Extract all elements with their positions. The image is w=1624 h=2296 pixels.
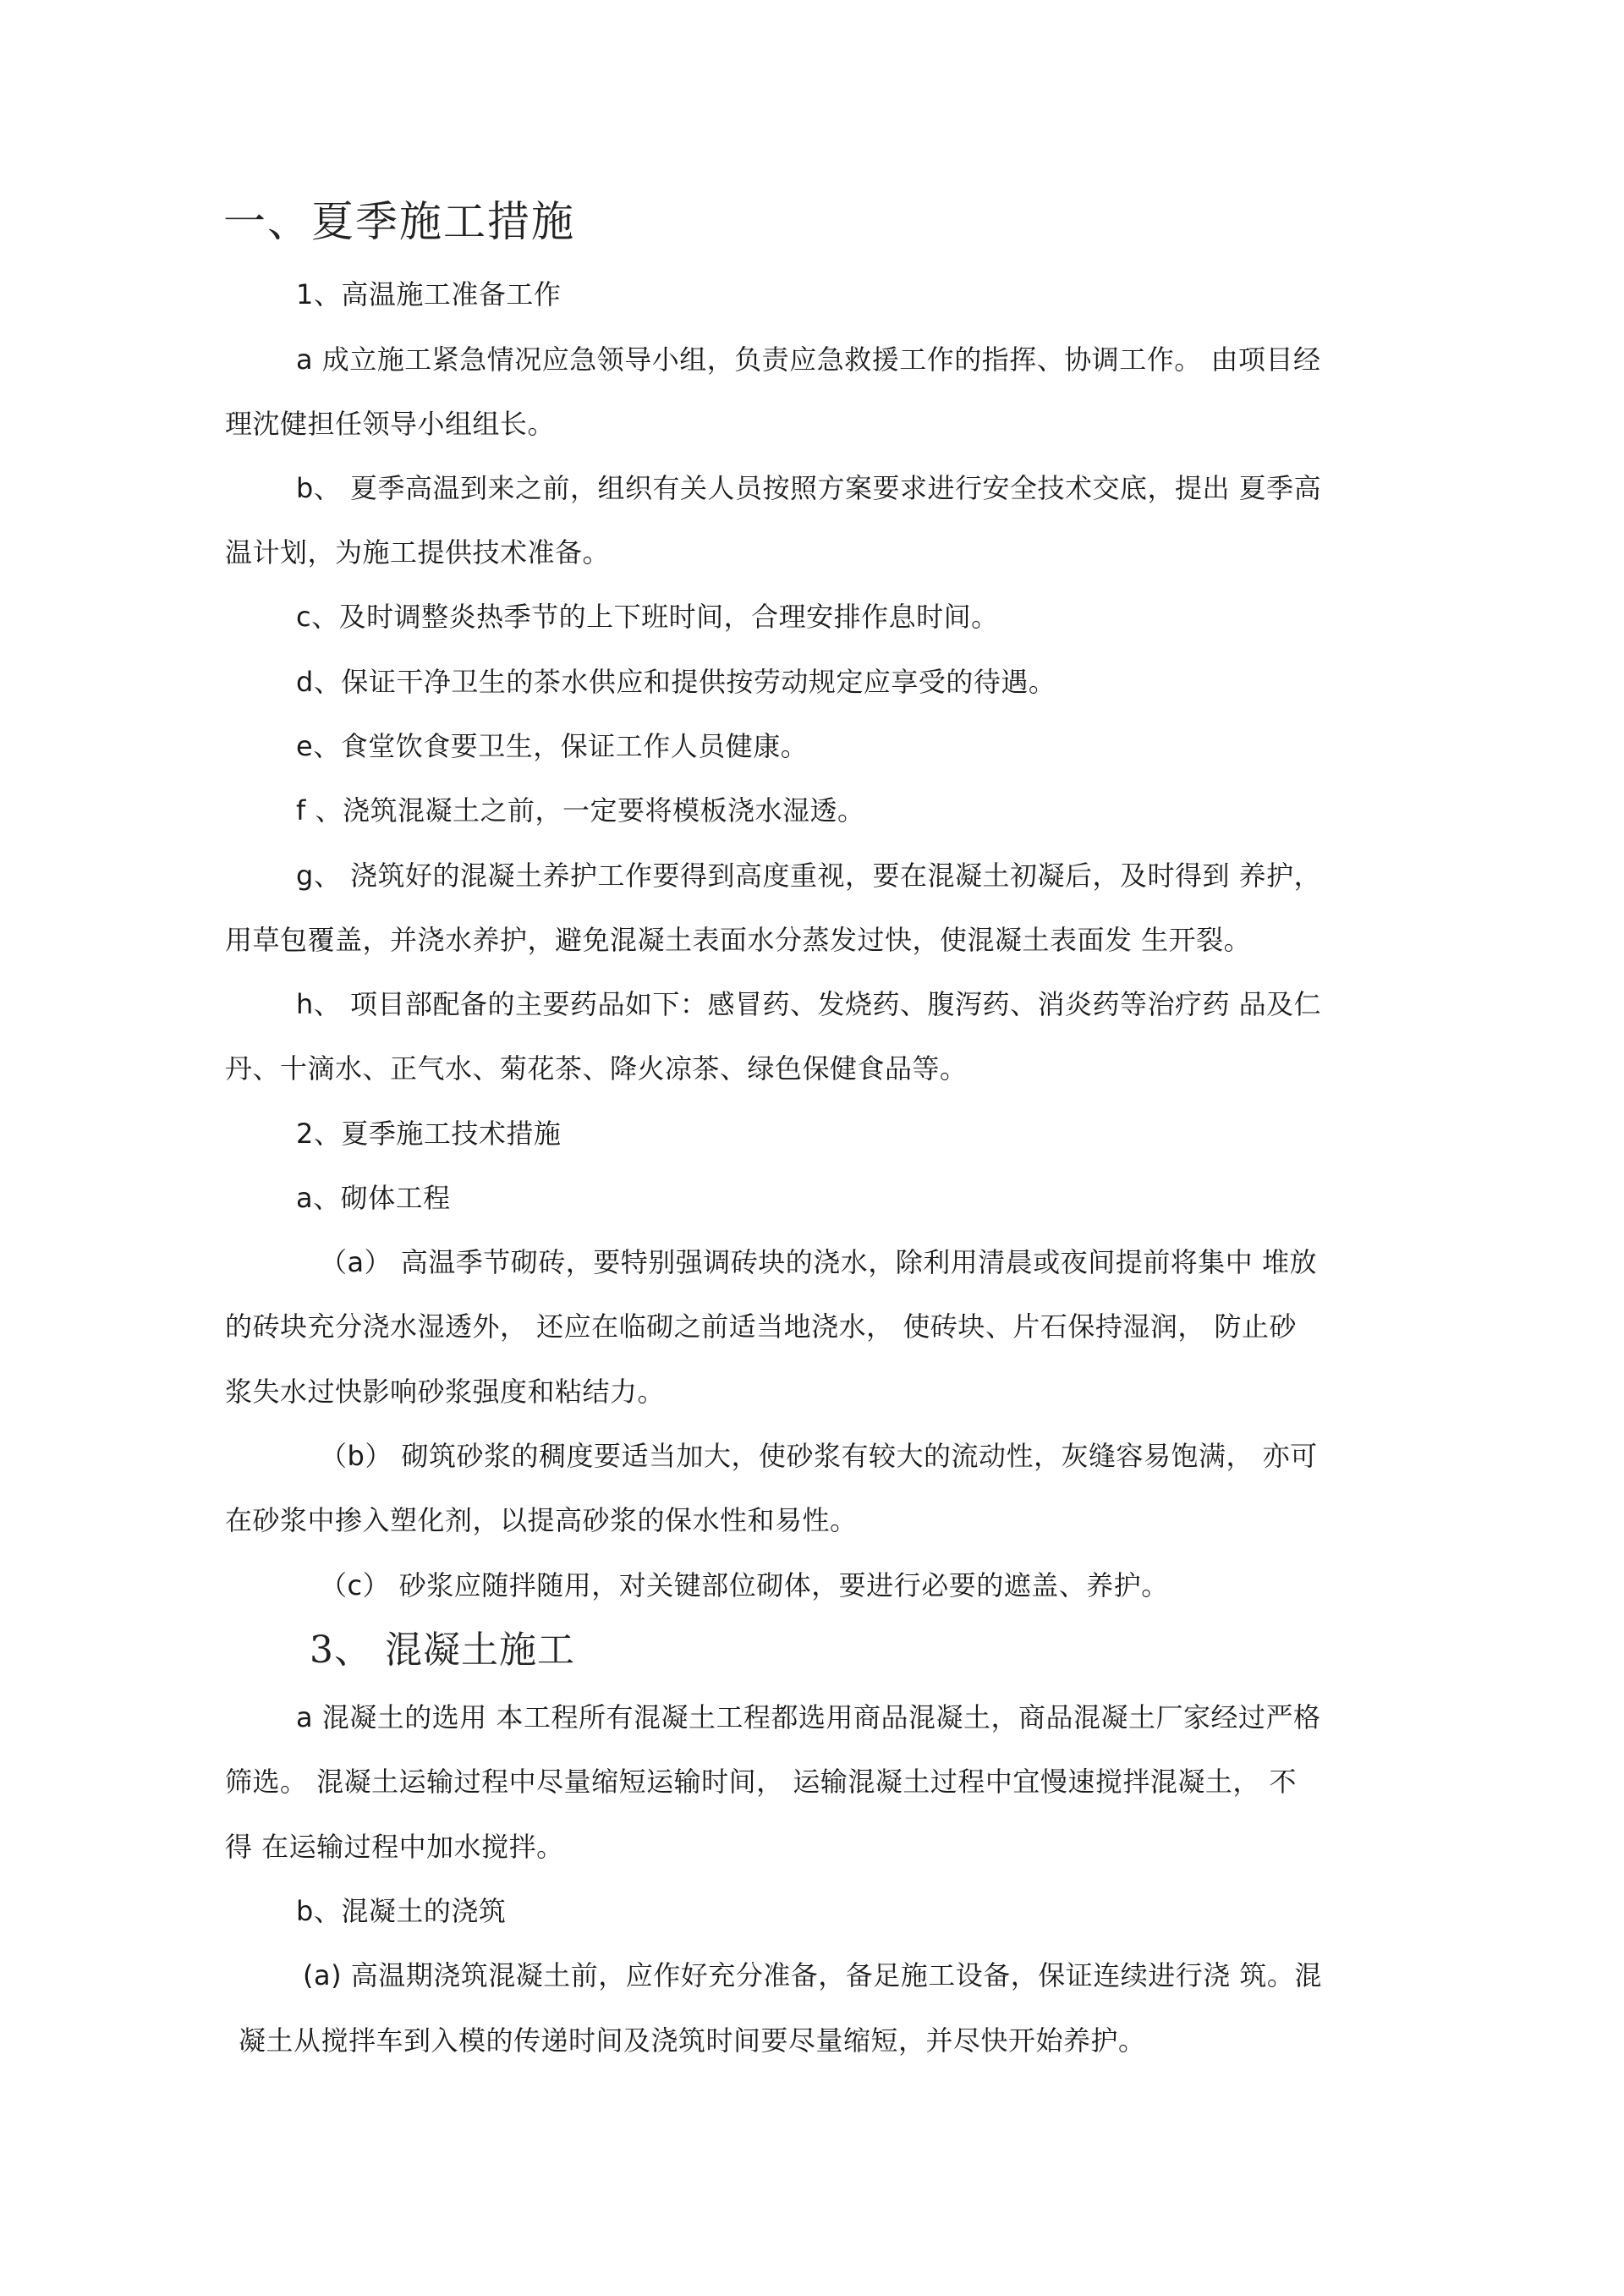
subsection-2a-title: a、砌体工程 (296, 1182, 451, 1214)
paragraph-3a-line-2: 筛选。 混凝土运输过程中尽量缩短运输时间， 运输混凝土过程中宜慢速搅拌混凝土， 不 (225, 1766, 1298, 1798)
paragraph-2a1-line-2: 的砖块充分浇水湿透外， 还应在临砌之前适当地浇水， 使砖块、片石保持湿润， 防止砂 (225, 1310, 1298, 1343)
section-1-title: 1、高温施工准备工作 (296, 278, 562, 310)
paragraph-2a2-line-2: 在砂浆中掺入塑化剂，以提高砂浆的保水性和易性。 (225, 1504, 858, 1536)
subsection-3b-title: b、混凝土的浇筑 (296, 1895, 507, 1927)
page-heading: 一、夏季施工措施 (223, 197, 575, 246)
paragraph-3a-line-1: a 混凝土的选用 本工程所有混凝土工程都选用商品混凝土，商品混凝土厂家经过严格 (296, 1701, 1321, 1733)
paragraph-1d: d、保证干净卫生的茶水供应和提供按劳动规定应享受的待遇。 (296, 666, 1056, 698)
paragraph-2a2-line-1: （b） 砌筑砂浆的稠度要适当加大，使砂浆有较大的流动性，灰缝容易饱满， 亦可 (320, 1440, 1318, 1472)
paragraph-1h-line-2: 丹、十滴水、正气水、菊花茶、降火凉茶、绿色保健食品等。 (225, 1052, 968, 1085)
section-2-title: 2、夏季施工技术措施 (296, 1118, 562, 1150)
paragraph-2a1-line-3: 浆失水过快影响砂浆强度和粘结力。 (225, 1376, 666, 1408)
paragraph-1e: e、食堂饮食要卫生，保证工作人员健康。 (296, 730, 809, 762)
paragraph-1b-line-2: 温计划，为施工提供技术准备。 (225, 536, 611, 569)
paragraph-1f: f 、浇筑混凝土之前，一定要将模板浇水湿透。 (296, 794, 865, 827)
paragraph-1a-line-1: a 成立施工紧急情况应急领导小组，负责应急救援工作的指挥、协调工作。 由项目经 (296, 343, 1321, 376)
paragraph-3a-line-3: 得 在运输过程中加水搅拌。 (225, 1831, 564, 1863)
paragraph-1h-line-1: h、 项目部配备的主要药品如下：感冒药、发烧药、腹泻药、消炎药等治疗药 品及仁 (296, 988, 1322, 1020)
section-3-title: 3、 混凝土施工 (310, 1629, 575, 1672)
paragraph-2a3: （c） 砂浆应随拌随用，对关键部位砌体，要进行必要的遮盖、养护。 (320, 1569, 1169, 1601)
paragraph-3b1-line-1: (a) 高温期浇筑混凝土前，应作好充分准备，备足施工设备，保证连续进行浇 筑。混 (303, 1959, 1322, 1991)
paragraph-1a-line-2: 理沈健担任领导小组组长。 (225, 408, 556, 440)
paragraph-2a1-line-1: （a） 高温季节砌砖，要特别强调砖块的浇水，除利用清晨或夜间提前将集中 堆放 (320, 1246, 1317, 1278)
paragraph-1b-line-1: b、 夏季高温到来之前，组织有关人员按照方案要求进行安全技术交底，提出 夏季高 (296, 472, 1322, 504)
paragraph-3b1-line-2: 凝土从搅拌车到入模的传递时间及浇筑时间要尽量缩短，并尽快开始养护。 (239, 2024, 1146, 2057)
paragraph-1g-line-1: g、 浇筑好的混凝土养护工作要得到高度重视，要在混凝土初凝后，及时得到 养护， (296, 860, 1322, 892)
paragraph-1g-line-2: 用草包覆盖，并浇水养护，避免混凝土表面水分蒸发过快，使混凝土表面发 生开裂。 (225, 924, 1252, 956)
paragraph-1c: c、及时调整炎热季节的上下班时间，合理安排作息时间。 (296, 601, 999, 633)
